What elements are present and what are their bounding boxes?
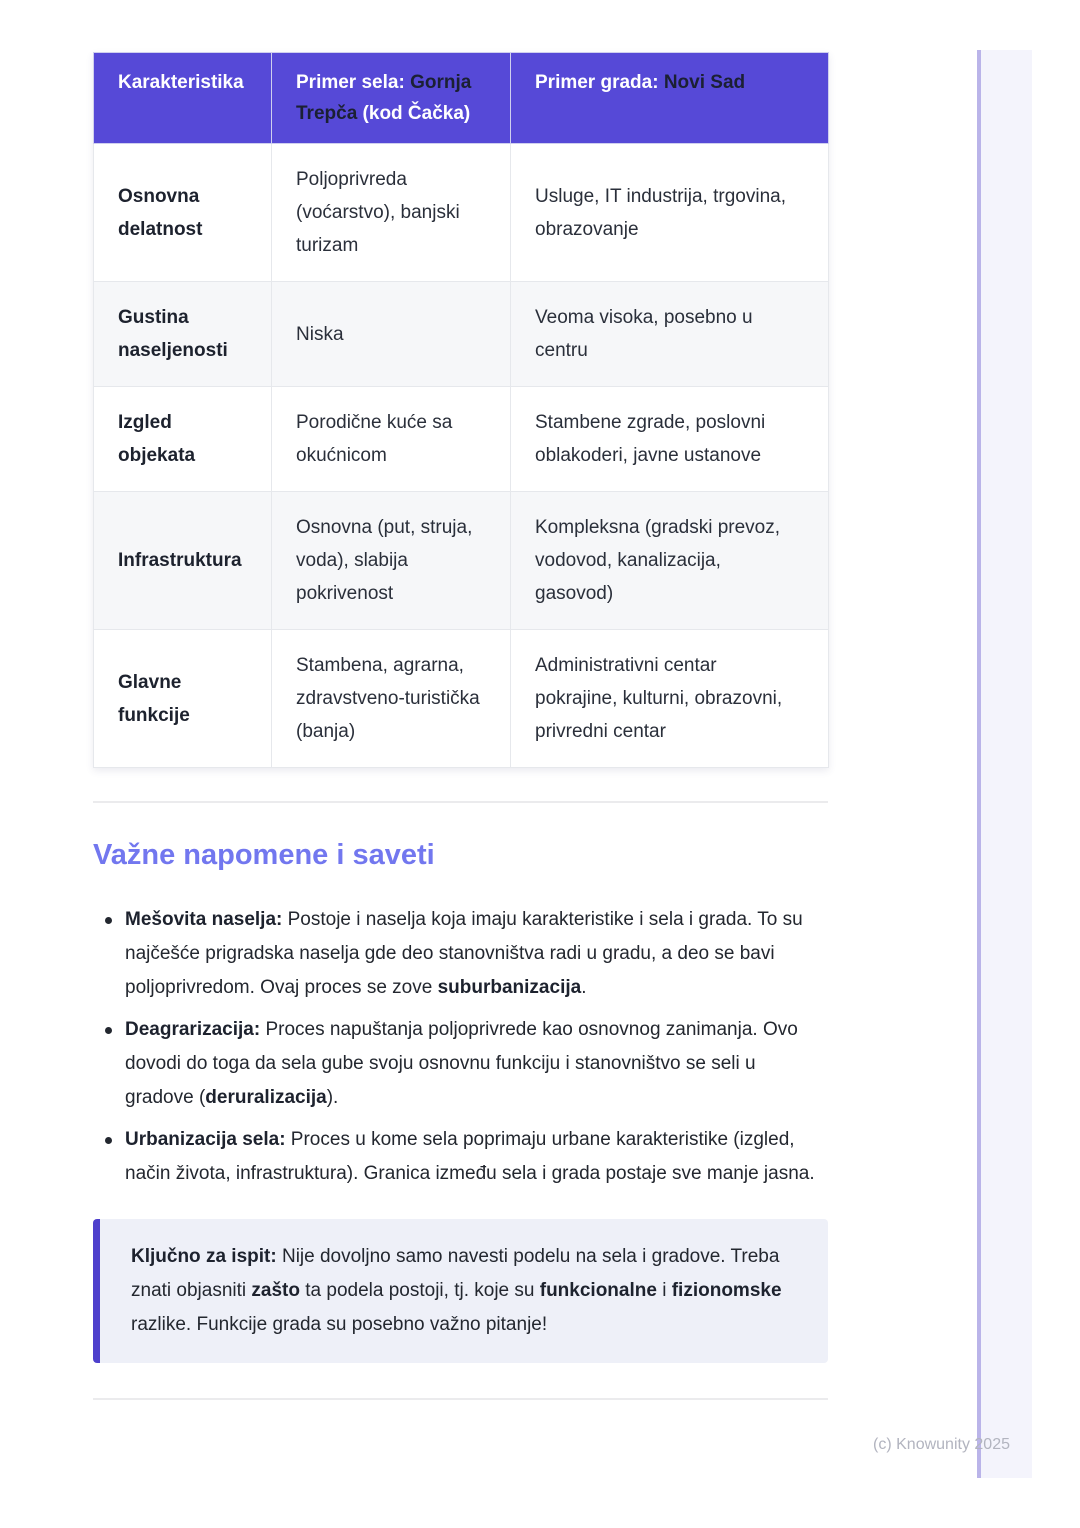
row-label: Osnovna delatnost xyxy=(94,144,272,282)
list-item xyxy=(93,1123,828,1191)
table-cell-village: Porodične kuće sa okućnicom xyxy=(272,387,511,492)
table-cell-city: Veoma visoka, posebno u centru xyxy=(511,282,829,387)
table-cell-city: Usluge, IT industrija, trgovina, obrazovanje xyxy=(511,144,829,282)
notes-list xyxy=(93,903,828,1191)
term-label: Deagrarizacija: xyxy=(125,1019,261,1040)
row-label: Izgled objekata xyxy=(94,387,272,492)
table-cell-city: Administrativni centar pokrajine, kulturni, obrazovni, privredni centar xyxy=(511,630,829,768)
header-label: Primer sela: xyxy=(296,72,411,93)
table-header-cell-primer-sela xyxy=(272,53,511,144)
divider xyxy=(93,1398,828,1400)
header-label: (kod Čačka) xyxy=(357,103,471,124)
header-label: Karakteristika xyxy=(118,72,244,93)
table-row xyxy=(94,387,829,492)
list-item xyxy=(93,1013,828,1115)
term-label: Mešovita naselja: xyxy=(125,909,283,930)
page-edge-decoration xyxy=(977,50,1032,1478)
body-text: Postoje i naselja koja imaju karakteristike i sela i grada. To su najčešće prigradska naselja gde deo stanovništva radi u gradu, a deo se bavi poljoprivredom. Ovaj proces se zove xyxy=(125,909,803,998)
body-text: ). xyxy=(326,1087,339,1108)
table-cell-village: Stambena, agrarna, zdravstveno-turistička (banja) xyxy=(272,630,511,768)
table-row xyxy=(94,492,829,630)
body-text: Proces napuštanja poljoprivrede kao osnovnog zanimanja. Ovo dovodi do toga da sela gube svoju osnovnu funkciju i stanovništvo se seli u gradove ( xyxy=(125,1019,798,1108)
section-title: Važne napomene i saveti xyxy=(93,839,435,871)
body-text: i xyxy=(656,1280,672,1301)
row-label: Gustina naseljenosti xyxy=(94,282,272,387)
term-label: deruralizacija xyxy=(205,1087,327,1108)
body-text: Proces u kome sela poprimaju urbane karakteristike (izgled, način života, infrastruktura). Granica između sela i grada postaje sve manje jasna. xyxy=(125,1129,815,1184)
header-label: Primer grada: xyxy=(535,72,664,93)
table-row xyxy=(94,630,829,768)
table-header-row xyxy=(94,53,829,144)
table-cell-village: Osnovna (put, struja, voda), slabija pokrivenost xyxy=(272,492,511,630)
table-cell-city: Stambene zgrade, poslovni oblakoderi, javne ustanove xyxy=(511,387,829,492)
divider xyxy=(93,801,828,803)
term-label: Urbanizacija sela: xyxy=(125,1129,286,1150)
body-text: . xyxy=(581,977,587,998)
header-highlight: Novi Sad xyxy=(663,72,746,93)
callout-label: Ključno za ispit: xyxy=(131,1246,277,1267)
body-text: Nije dovoljno samo navesti podelu na sela i gradove. Treba znati objasniti xyxy=(131,1246,780,1301)
term-label: zašto xyxy=(251,1280,300,1301)
row-label: Infrastruktura xyxy=(94,492,272,630)
list-item xyxy=(93,903,828,1005)
term-label: suburbanizacija xyxy=(437,977,582,998)
term-label: fizionomske xyxy=(671,1280,782,1301)
header-highlight: Gornja Trepča xyxy=(296,72,472,124)
table-cell-village: Poljoprivreda (voćarstvo), banjski turizam xyxy=(272,144,511,282)
term-label: funkcionalne xyxy=(539,1280,657,1301)
table-cell-village: Niska xyxy=(272,282,511,387)
exam-callout xyxy=(93,1219,828,1363)
body-text: ta podela postoji, tj. koje su xyxy=(299,1280,540,1301)
table-header-cell-karakteristika xyxy=(94,53,272,144)
page-content xyxy=(93,52,828,1400)
table-row xyxy=(94,282,829,387)
table-cell-city: Kompleksna (gradski prevoz, vodovod, kanalizacija, gasovod) xyxy=(511,492,829,630)
body-text: razlike. Funkcije grada su posebno važno pitanje! xyxy=(131,1314,548,1335)
table-header-cell-primer-grada xyxy=(511,53,829,144)
row-label: Glavne funkcije xyxy=(94,630,272,768)
comparison-table xyxy=(93,52,829,768)
copyright-text: (c) Knowunity 2025 xyxy=(873,1436,1010,1453)
table-row xyxy=(94,144,829,282)
